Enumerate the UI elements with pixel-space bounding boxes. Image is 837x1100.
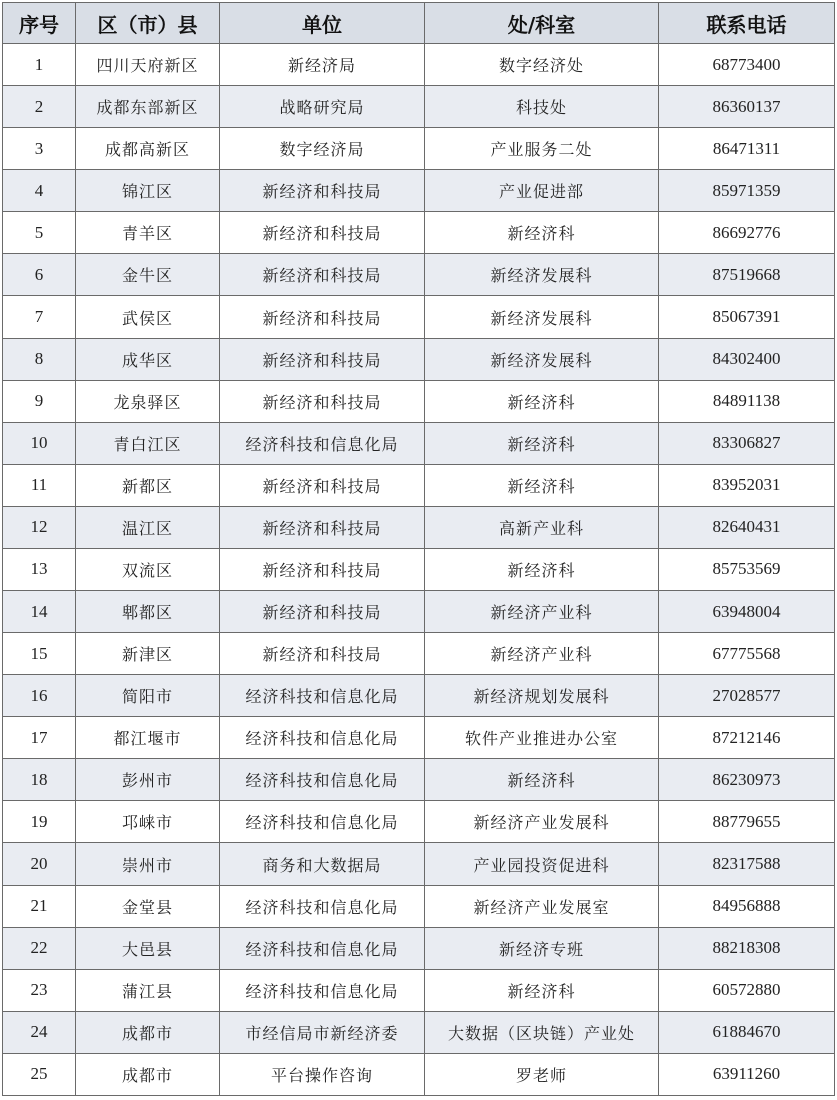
- table-row: [3, 44, 835, 86]
- cell-index: 13: [3, 548, 76, 590]
- cell-unit: 经济科技和信息化局: [220, 927, 425, 969]
- cell-area: 蒲江县: [76, 969, 220, 1011]
- cell-phone: 86692776: [659, 212, 835, 254]
- cell-dept: 新经济发展科: [425, 296, 659, 338]
- table-row: [3, 338, 835, 380]
- cell-phone: 60572880: [659, 969, 835, 1011]
- header-unit: 单位: [220, 3, 425, 44]
- cell-phone: 68773400: [659, 44, 835, 86]
- header-phone: 联系电话: [659, 3, 835, 44]
- contact-table: [2, 2, 835, 1096]
- cell-area: 成华区: [76, 338, 220, 380]
- cell-index: 24: [3, 1011, 76, 1053]
- cell-area: 金堂县: [76, 885, 220, 927]
- cell-phone: 88779655: [659, 801, 835, 843]
- cell-area: 成都高新区: [76, 128, 220, 170]
- cell-area: 青白江区: [76, 422, 220, 464]
- cell-unit: 商务和大数据局: [220, 843, 425, 885]
- cell-phone: 61884670: [659, 1011, 835, 1053]
- cell-dept: 数字经济处: [425, 44, 659, 86]
- cell-dept: 罗老师: [425, 1053, 659, 1095]
- table-row: [3, 380, 835, 422]
- cell-dept: 新经济科: [425, 969, 659, 1011]
- table-row: [3, 170, 835, 212]
- table-row: [3, 254, 835, 296]
- table-row: [3, 885, 835, 927]
- cell-phone: 63948004: [659, 591, 835, 633]
- cell-phone: 85067391: [659, 296, 835, 338]
- cell-phone: 83306827: [659, 422, 835, 464]
- cell-area: 龙泉驿区: [76, 380, 220, 422]
- table-row: [3, 422, 835, 464]
- header-row: [3, 3, 835, 44]
- cell-phone: 86360137: [659, 86, 835, 128]
- cell-dept: 新经济产业科: [425, 633, 659, 675]
- cell-dept: 产业园投资促进科: [425, 843, 659, 885]
- cell-dept: 高新产业科: [425, 506, 659, 548]
- cell-unit: 新经济和科技局: [220, 338, 425, 380]
- cell-dept: 新经济科: [425, 464, 659, 506]
- cell-phone: 63911260: [659, 1053, 835, 1095]
- cell-unit: 战略研究局: [220, 86, 425, 128]
- cell-area: 四川天府新区: [76, 44, 220, 86]
- header-area: 区（市）县: [76, 3, 220, 44]
- cell-area: 新都区: [76, 464, 220, 506]
- table-row: [3, 717, 835, 759]
- cell-index: 15: [3, 633, 76, 675]
- cell-phone: 83952031: [659, 464, 835, 506]
- cell-area: 邛崃市: [76, 801, 220, 843]
- cell-unit: 新经济和科技局: [220, 506, 425, 548]
- cell-phone: 84891138: [659, 380, 835, 422]
- table-row: [3, 759, 835, 801]
- cell-index: 14: [3, 591, 76, 633]
- cell-index: 23: [3, 969, 76, 1011]
- cell-unit: 新经济局: [220, 44, 425, 86]
- cell-unit: 经济科技和信息化局: [220, 675, 425, 717]
- cell-phone: 85753569: [659, 548, 835, 590]
- cell-phone: 82317588: [659, 843, 835, 885]
- cell-index: 1: [3, 44, 76, 86]
- cell-phone: 82640431: [659, 506, 835, 548]
- cell-phone: 86230973: [659, 759, 835, 801]
- cell-phone: 84302400: [659, 338, 835, 380]
- table-row: [3, 128, 835, 170]
- cell-phone: 87519668: [659, 254, 835, 296]
- table-row: [3, 548, 835, 590]
- table-row: [3, 296, 835, 338]
- table-row: [3, 1011, 835, 1053]
- table-row: [3, 86, 835, 128]
- cell-unit: 经济科技和信息化局: [220, 422, 425, 464]
- table-row: [3, 633, 835, 675]
- header-index: 序号: [3, 3, 76, 44]
- cell-area: 成都东部新区: [76, 86, 220, 128]
- cell-unit: 平台操作咨询: [220, 1053, 425, 1095]
- cell-unit: 新经济和科技局: [220, 591, 425, 633]
- cell-phone: 87212146: [659, 717, 835, 759]
- cell-area: 简阳市: [76, 675, 220, 717]
- table-header: [3, 3, 835, 44]
- cell-unit: 数字经济局: [220, 128, 425, 170]
- cell-unit: 经济科技和信息化局: [220, 885, 425, 927]
- cell-dept: 新经济科: [425, 422, 659, 464]
- cell-index: 8: [3, 338, 76, 380]
- cell-phone: 27028577: [659, 675, 835, 717]
- cell-unit: 经济科技和信息化局: [220, 801, 425, 843]
- cell-dept: 新经济发展科: [425, 254, 659, 296]
- table-row: [3, 464, 835, 506]
- table-row: [3, 1053, 835, 1095]
- table-row: [3, 801, 835, 843]
- table-row: [3, 927, 835, 969]
- table-row: [3, 675, 835, 717]
- cell-index: 20: [3, 843, 76, 885]
- cell-area: 成都市: [76, 1053, 220, 1095]
- cell-dept: 新经济规划发展科: [425, 675, 659, 717]
- cell-area: 锦江区: [76, 170, 220, 212]
- cell-area: 成都市: [76, 1011, 220, 1053]
- cell-index: 11: [3, 464, 76, 506]
- cell-area: 郫都区: [76, 591, 220, 633]
- cell-unit: 新经济和科技局: [220, 380, 425, 422]
- cell-area: 金牛区: [76, 254, 220, 296]
- cell-dept: 大数据（区块链）产业处: [425, 1011, 659, 1053]
- cell-index: 7: [3, 296, 76, 338]
- cell-index: 6: [3, 254, 76, 296]
- cell-dept: 产业促进部: [425, 170, 659, 212]
- cell-unit: 新经济和科技局: [220, 254, 425, 296]
- cell-dept: 新经济科: [425, 212, 659, 254]
- cell-phone: 84956888: [659, 885, 835, 927]
- cell-index: 10: [3, 422, 76, 464]
- cell-area: 新津区: [76, 633, 220, 675]
- table-row: [3, 591, 835, 633]
- cell-area: 青羊区: [76, 212, 220, 254]
- cell-unit: 经济科技和信息化局: [220, 717, 425, 759]
- table-row: [3, 843, 835, 885]
- cell-phone: 88218308: [659, 927, 835, 969]
- cell-index: 2: [3, 86, 76, 128]
- cell-index: 18: [3, 759, 76, 801]
- cell-dept: 新经济专班: [425, 927, 659, 969]
- cell-index: 22: [3, 927, 76, 969]
- cell-unit: 新经济和科技局: [220, 296, 425, 338]
- cell-dept: 新经济产业发展科: [425, 801, 659, 843]
- cell-index: 19: [3, 801, 76, 843]
- cell-dept: 新经济产业发展室: [425, 885, 659, 927]
- cell-area: 彭州市: [76, 759, 220, 801]
- table-row: [3, 212, 835, 254]
- cell-dept: 科技处: [425, 86, 659, 128]
- table-row: [3, 506, 835, 548]
- cell-index: 17: [3, 717, 76, 759]
- cell-index: 3: [3, 128, 76, 170]
- cell-dept: 新经济产业科: [425, 591, 659, 633]
- cell-area: 大邑县: [76, 927, 220, 969]
- cell-area: 温江区: [76, 506, 220, 548]
- cell-area: 崇州市: [76, 843, 220, 885]
- cell-unit: 新经济和科技局: [220, 548, 425, 590]
- cell-area: 双流区: [76, 548, 220, 590]
- header-dept: 处/科室: [425, 3, 659, 44]
- cell-unit: 市经信局市新经济委: [220, 1011, 425, 1053]
- table-row: [3, 969, 835, 1011]
- cell-area: 都江堰市: [76, 717, 220, 759]
- cell-index: 9: [3, 380, 76, 422]
- cell-phone: 67775568: [659, 633, 835, 675]
- cell-index: 5: [3, 212, 76, 254]
- cell-index: 25: [3, 1053, 76, 1095]
- cell-phone: 86471311: [659, 128, 835, 170]
- cell-dept: 新经济科: [425, 759, 659, 801]
- cell-unit: 新经济和科技局: [220, 170, 425, 212]
- cell-index: 16: [3, 675, 76, 717]
- cell-unit: 新经济和科技局: [220, 464, 425, 506]
- cell-dept: 新经济科: [425, 380, 659, 422]
- cell-area: 武侯区: [76, 296, 220, 338]
- cell-dept: 新经济发展科: [425, 338, 659, 380]
- table-body: [3, 44, 835, 1096]
- cell-unit: 经济科技和信息化局: [220, 759, 425, 801]
- cell-dept: 产业服务二处: [425, 128, 659, 170]
- cell-index: 21: [3, 885, 76, 927]
- cell-dept: 新经济科: [425, 548, 659, 590]
- cell-index: 12: [3, 506, 76, 548]
- cell-unit: 新经济和科技局: [220, 633, 425, 675]
- cell-unit: 新经济和科技局: [220, 212, 425, 254]
- cell-index: 4: [3, 170, 76, 212]
- cell-unit: 经济科技和信息化局: [220, 969, 425, 1011]
- cell-phone: 85971359: [659, 170, 835, 212]
- cell-dept: 软件产业推进办公室: [425, 717, 659, 759]
